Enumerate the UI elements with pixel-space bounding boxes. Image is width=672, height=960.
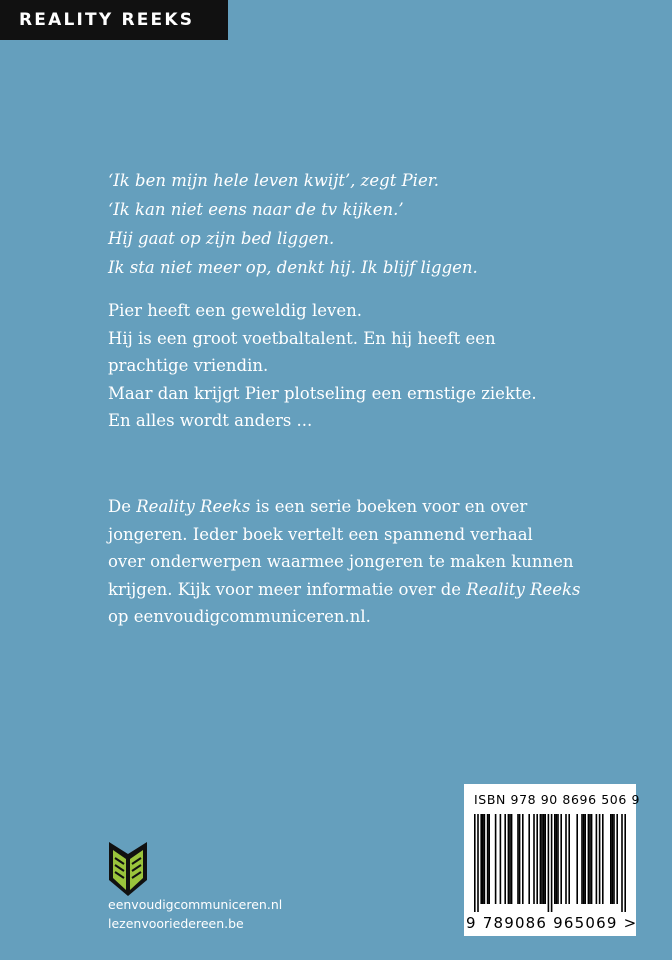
publisher-urls <box>108 895 282 933</box>
ean-digits: 9 789086 965069 > <box>466 914 638 932</box>
barcode-bar <box>482 814 484 904</box>
barcode-bar <box>551 814 553 912</box>
story-summary <box>108 297 537 435</box>
barcode-bar <box>616 814 618 904</box>
story-line: Hij is een groot voetbaltalent. En hij heeft een <box>108 328 496 348</box>
barcode-bar <box>509 814 511 904</box>
barcode-bar <box>591 814 593 904</box>
barcode-bar <box>500 814 502 904</box>
quote-line: ‘Ik kan niet eens naar de tv kijken.’ <box>108 200 404 219</box>
barcode-bar <box>517 814 519 904</box>
series-name: Reality Reeks <box>466 579 581 599</box>
barcode-bar <box>556 814 558 904</box>
story-line: Pier heeft een geweldig leven. <box>108 301 362 320</box>
barcode-bar <box>565 814 567 904</box>
barcode-bar <box>581 814 583 904</box>
barcode-bar <box>576 814 578 904</box>
barcode-bar <box>541 814 543 904</box>
barcode-bar <box>487 814 489 904</box>
barcode-bar <box>480 814 482 904</box>
barcode-bar <box>589 814 591 904</box>
publisher-logo-icon <box>106 838 150 898</box>
series-banner: REALITY REEKS <box>0 0 228 40</box>
barcode-bar <box>484 814 486 904</box>
series-info-line: op eenvoudigcommuniceren.nl. <box>108 607 371 626</box>
story-line: En alles wordt anders ... <box>108 411 313 430</box>
barcode-bar <box>519 814 521 904</box>
series-info-line: jongeren. Ieder boek vertelt een spannend verhaal <box>108 524 533 544</box>
barcode-bar <box>613 814 615 904</box>
barcode-bar <box>544 814 546 904</box>
barcode-bar <box>504 814 506 904</box>
barcode-bar <box>599 814 601 904</box>
barcode-box <box>464 784 641 936</box>
quote-block <box>108 166 588 282</box>
barcode-bar <box>588 814 590 904</box>
barcode-bar <box>495 814 497 904</box>
barcode-bar <box>583 814 585 904</box>
barcode-bar <box>560 814 562 904</box>
barcode-bar <box>568 814 570 904</box>
barcode-bar <box>612 814 614 904</box>
barcode-bar <box>584 814 586 904</box>
series-info-line: De Reality Reeks is een serie boeken voor en over <box>108 497 528 516</box>
barcode-bar <box>557 814 559 904</box>
isbn-label: ISBN 978 90 8696 506 9 <box>474 792 641 807</box>
barcode-bar <box>511 814 513 904</box>
publisher-url: lezenvooriedereen.be <box>108 916 244 931</box>
barcode-bar <box>624 814 626 912</box>
barcode-bar <box>528 814 530 904</box>
barcode-bar <box>522 814 524 904</box>
story-line: prachtige vriendin. <box>108 356 269 375</box>
barcode-icon <box>474 814 626 912</box>
publisher-url: eenvoudigcommuniceren.nl <box>108 897 283 912</box>
series-info-line: over onderwerpen waarmee jongeren te maken kunnen <box>108 552 574 571</box>
barcode-bar <box>543 814 545 904</box>
barcode-bar <box>596 814 598 904</box>
barcode-bar <box>488 814 490 904</box>
barcode-bar <box>548 814 550 912</box>
quote-line: Ik sta niet meer op, denkt hij. Ik blijf liggen. <box>108 258 478 277</box>
quote-line: Hij gaat op zijn bed liggen. <box>108 229 335 248</box>
barcode-bar <box>554 814 556 904</box>
series-description <box>108 493 588 631</box>
series-info-line: krijgen. Kijk voor meer informatie over de Reality Reeks <box>108 579 581 599</box>
barcode-bar <box>536 814 538 904</box>
barcode-bar <box>508 814 510 904</box>
barcode-bar <box>477 814 479 912</box>
series-name: Reality Reeks <box>136 497 251 516</box>
quote-line: ‘Ik ben mijn hele leven kwijt’, zegt Pier. <box>108 171 440 190</box>
barcode-bar <box>610 814 612 904</box>
barcode-bar <box>474 814 476 912</box>
barcode-bar <box>540 814 542 904</box>
barcode-bar <box>602 814 604 904</box>
story-line: Maar dan krijgt Pier plotseling een ernstige ziekte. <box>108 383 537 403</box>
barcode-bar <box>621 814 623 912</box>
barcode-bar <box>533 814 535 904</box>
